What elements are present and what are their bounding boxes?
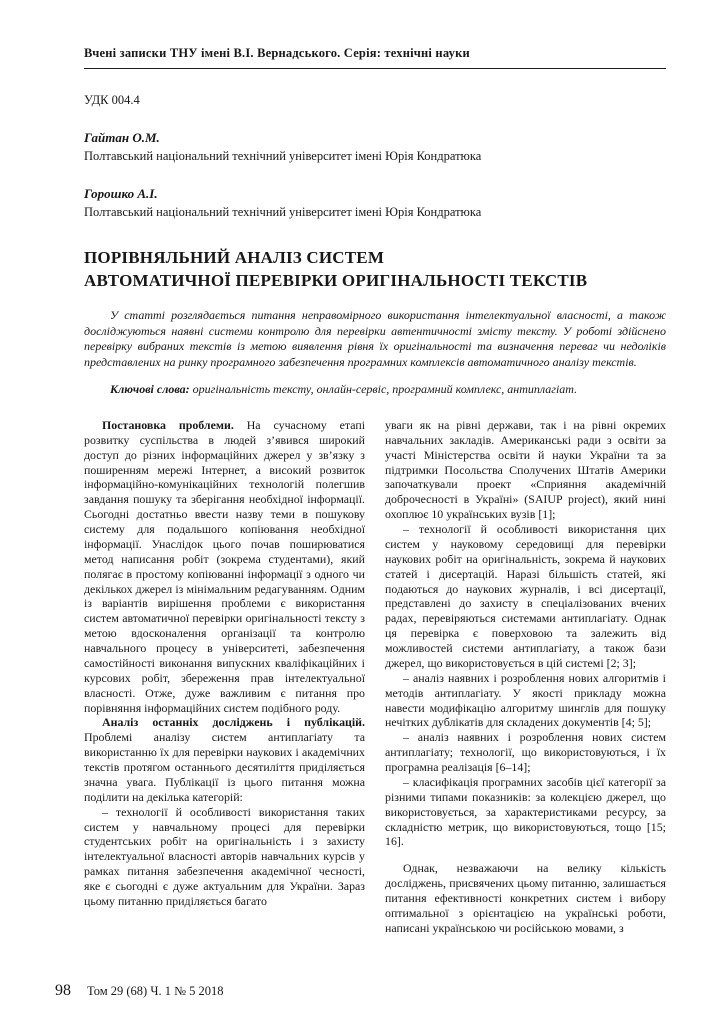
author-name: Горошко А.І. bbox=[84, 186, 158, 201]
body-paragraph bbox=[84, 715, 365, 804]
page-footer bbox=[55, 982, 224, 1000]
body-paragraph bbox=[385, 861, 666, 935]
author-block bbox=[84, 186, 666, 220]
issue-info: Том 29 (68) Ч. 1 № 5 2018 bbox=[87, 984, 224, 998]
article-title bbox=[84, 246, 666, 293]
paragraph-text: На сучасному етапі розвитку суспільства в людей з’явився широкий доступ до різних інформаційних джерел у зв’язку з поширенням мережі Інтернет, а високий розвиток інформаційно-комунікаційних технологій полегшив завдання пошуку та зберігання необхідної інформації. Сьогодні достатньо ввести назву теми в пошукову систему для подальшого копіювання необхідної інформації. Унаслідок цього почав поширюватися метод написання робіт (зокрема студентами), який полягає в простому копіюванні інформації з одного чи декількох джерел із мінімальним редагуванням. Одним із варіантів вирішення проблеми є використання систем автоматичної перевірки оригінальності тексту з метою вдосконалення організації та контролю навчального процесу в університеті, забезпечення самостійності виконання випускних кваліфікаційних і курсових робіт, збереження прав інтелектуальної власності. Отже, дуже важливим є питання про порівняння інформаційних систем подібного роду. bbox=[84, 417, 365, 715]
article-title-line: АВТОМАТИЧНОЇ ПЕРЕВІРКИ ОРИГІНАЛЬНОСТІ ТЕКСТІВ bbox=[84, 271, 588, 291]
paragraph-text: Однак, незважаючи на велику кількість досліджень, присвячених цьому питанню, залишається питання ефективності конкретних систем і вибору оптимальної з орієнтацією на українські роботи, написані українською чи російською мовами, з bbox=[385, 861, 666, 935]
abstract: У статті розглядається питання неправомірного використання інтелектуальної власності, а також досліджуються наявні системи контролю для перевірки автентичності змісту тексту. У роботі здійснено перевірку вибраних текстів із метою виявлення рівня їх оригінальності та визначення переваг чи недоліків представлених на ринку програмного забезпечення програмних комплексів автоматичного аналізу текстів. bbox=[84, 307, 666, 369]
right-column bbox=[385, 418, 666, 936]
body-paragraph bbox=[84, 805, 365, 909]
body-paragraph bbox=[385, 730, 666, 775]
section-heading: Постановка проблеми. bbox=[102, 417, 234, 432]
paragraph-text: – аналіз наявних і розроблення нових систем антиплагіату; технології, що використовуються, і їх програмна реалізація [6–14]; bbox=[385, 730, 666, 774]
page-number: 98 bbox=[55, 982, 71, 999]
article-body bbox=[84, 418, 666, 936]
body-paragraph bbox=[84, 418, 365, 716]
author-affiliation: Полтавський національний технічний університет імені Юрія Кондратюка bbox=[84, 149, 482, 163]
keywords-line bbox=[84, 382, 666, 398]
body-paragraph bbox=[385, 418, 666, 522]
body-paragraph bbox=[385, 775, 666, 849]
author-block bbox=[84, 130, 666, 164]
udc-number: УДК 004.4 bbox=[84, 93, 140, 107]
keywords-text: оригінальність тексту, онлайн-сервіс, програмний комплекс, антиплагіат. bbox=[189, 382, 578, 397]
paragraph-text: – технології й особливості використання цих систем у науковому середовищі для перевірки наукових робіт на оригінальність, зокрема й наукових статей і дисертацій. Наразі більшість статей, які подаються до наукових журналів, і всі дисертації, представлені до захисту в спеціалізованих вчених радах, перевіряються системами антиплагіату. Однак ця перевірка є поверховою та залежить від можливостей системи антиплагіату, а також бази джерел, що використовується в цій системі [2; 3]; bbox=[385, 522, 666, 670]
paragraph-text: – класифікація програмних засобів цієї категорії за різними типами показників: за колекцією джерел, що використовується, за характеристиками ресурсу, за складністю метрик, що використовуються, тощо [15; 16]. bbox=[385, 774, 666, 849]
section-heading: Аналіз останніх досліджень і публікацій. bbox=[102, 715, 365, 730]
body-paragraph bbox=[385, 671, 666, 731]
author-name: Гайтан О.М. bbox=[84, 130, 160, 145]
paragraph-text: – аналіз наявних і розроблення нових алгоритмів і методів антиплагіату. У якості прикладу можна навести модифікацію алгоритму шинглів для пошуку нечітких дублікатів для складених документів [4; 5]; bbox=[385, 670, 666, 730]
paragraph-text: – технології й особливості використання таких систем у навчальному процесі для перевірки студентських робіт на оригінальність і з захисту інтелектуальної власності авторів навчальних курсів у рамках питання забезпечення академічної чесності, яке є сьогодні є дуже актуальним для України. Зараз цьому питанню приділяється багато bbox=[84, 804, 365, 908]
paragraph-text: Проблемі аналізу систем антиплагіату та використанню їх для перевірки наукових і академічних текстів протягом останнього десятиліття приділяється значна увага. Публікації із цього питання можна поділити на декілька категорій: bbox=[84, 730, 365, 804]
paragraph-text: уваги як на рівні держави, так і на рівні окремих навчальних закладів. Американські ради з освіти за участі Міністерства освіти й науки України та за підтримки Посольства Сполучених Штатів Америки започаткували проект «Сприяння академічній доброчесності в Україні» (SAIUP project), який нині охоплює 10 українських вузів [1]; bbox=[385, 417, 666, 522]
keywords-label: Ключові слова: bbox=[110, 382, 190, 397]
article-title-line: ПОРІВНЯЛЬНИЙ АНАЛІЗ СИСТЕМ bbox=[84, 248, 385, 267]
journal-header: Вчені записки ТНУ імені В.І. Вернадського. Серія: технічні науки bbox=[84, 46, 666, 69]
author-affiliation: Полтавський національний технічний університет імені Юрія Кондратюка bbox=[84, 205, 482, 219]
body-paragraph bbox=[385, 522, 666, 671]
left-column bbox=[84, 418, 365, 936]
